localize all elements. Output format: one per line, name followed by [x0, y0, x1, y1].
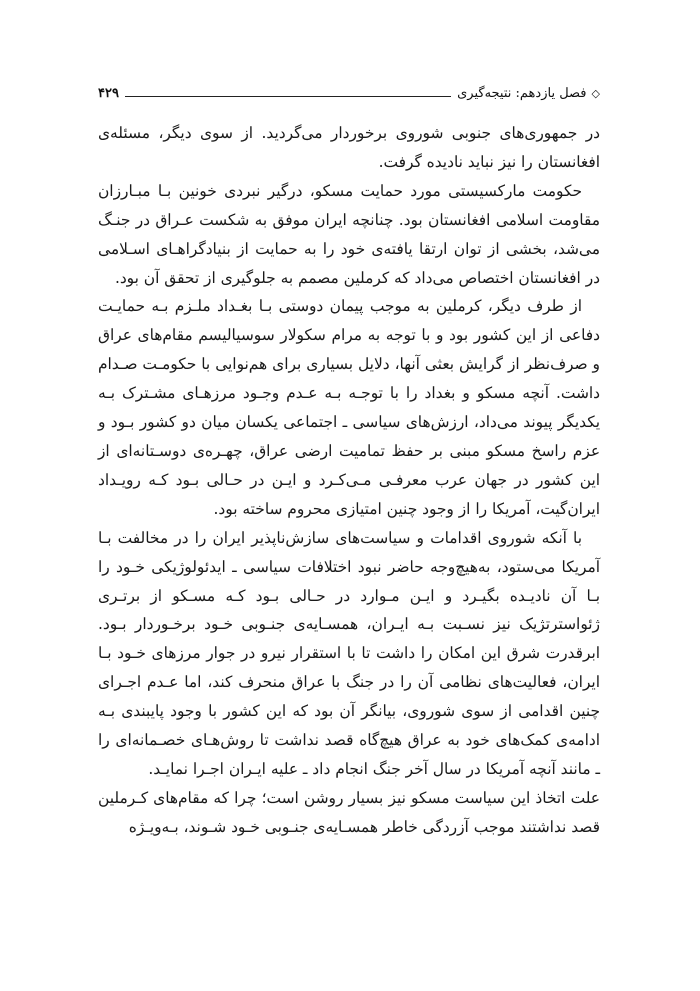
header-rule	[125, 96, 451, 97]
body-text	[98, 119, 600, 842]
paragraph: از طرف دیگر، کرملین به موجب پیمان دوستی بـا بغـداد ملـزم بـه حمایـت دفاعی از این کشور بود و با توجه به مرام سکولار سوسیالیسم مقام‌های عراق و صرف‌نظر از گرایش بعثی آنها، دلایل بسیاری برای هم‌نوایی با حکومـت صـدام داشت. آنچه مسکو و بغداد را با توجـه بـه عـدم وجـود مرزهـای مشـترک بـه یکدیگر پیوند می‌داد، ارزش‌های سیاسی ـ اجتماعی یکسان میان دو کشور بـود و عزم راسخ مسکو مبنی بر حفظ تمامیت ارضی عراق، چهـره‌ی دوسـتانه‌ای از این کشور در جهان عرب معرفـی مـی‌کـرد و ایـن در حـالی بـود کـه رویـداد ایران‌گیت، آمریکا را از وجود چنین امتیازی محروم ساخته بود.	[98, 297, 600, 518]
paragraph: حکومت مارکسیستی مورد حمایت مسکو، درگیر نبردی خونین بـا مبـارزان مقاومت اسلامی افغانستان بود. چنانچه ایران موفق به شکست عـراق در جنـگ می‌شد، بخشی از توان ارتقا یافته‌ی خود را به حمایت از بنیادگراهـای اسـلامی در افغانستان اختصاص می‌داد که کرملین مصمم به جلوگیری از تحقق آن بود.	[98, 181, 600, 287]
paragraph: در جمهوری‌های جنوبی شوروی برخوردار می‌گردید. از سوی دیگر، مسئله‌ی افغانستان را نیز نباید نادیده گرفت.	[98, 124, 600, 171]
chapter-heading	[457, 86, 600, 101]
chapter-title: فصل یازدهم: نتیجه‌گیری	[457, 85, 587, 101]
running-header	[98, 82, 600, 104]
paragraph: با آنکه شوروی اقدامات و سیاست‌های سازش‌ناپذیر ایران را در مخالفت بـا آمریکا می‌ستود، به‌هیچ‌وجه حاضر نبود اختلافات سیاسی ـ ایدئولوژیکی خـود را بـا آن نادیـده بگیـرد و ایـن مـوارد در حـالی بـود کـه مسـکو از برتـری ژئواسترتژیک نیز نسـبت بـه ایـران، همسـایه‌ی جنـوبی خـود برخـوردار بـود. ابرقدرت شرق این امکان را داشت تا با استقرار نیرو در جوار مرزهای خـود بـا ایران، فعالیت‌های نظامی آن را در جنگ با عراق منحرف کند، اما عـدم اجـرای چنین اقدامی از سوی شوروی، بیانگر آن بود که این کشور با وجود پایبندی بـه ادامه‌ی کمک‌های خود به عراق هیچ‌گاه قصد نداشت تا روش‌هـای خصـمانه‌ای را ـ مانند آنچه آمریکا در سال آخر جنگ انجام داد ـ علیه ایـران اجـرا نمایـد.	[98, 528, 600, 778]
page-number: ۴۲۹	[98, 85, 119, 101]
diamond-outline-icon: ◇	[591, 86, 600, 100]
paragraph: علت اتخاذ این سیاست مسکو نیز بسیار روشن است؛ چرا که مقام‌های کـرملین قصد نداشتند موجب آزردگی خاطر همسـایه‌ی جنـوبی خـود شـوند، بـه‌ویـژه	[98, 788, 600, 836]
